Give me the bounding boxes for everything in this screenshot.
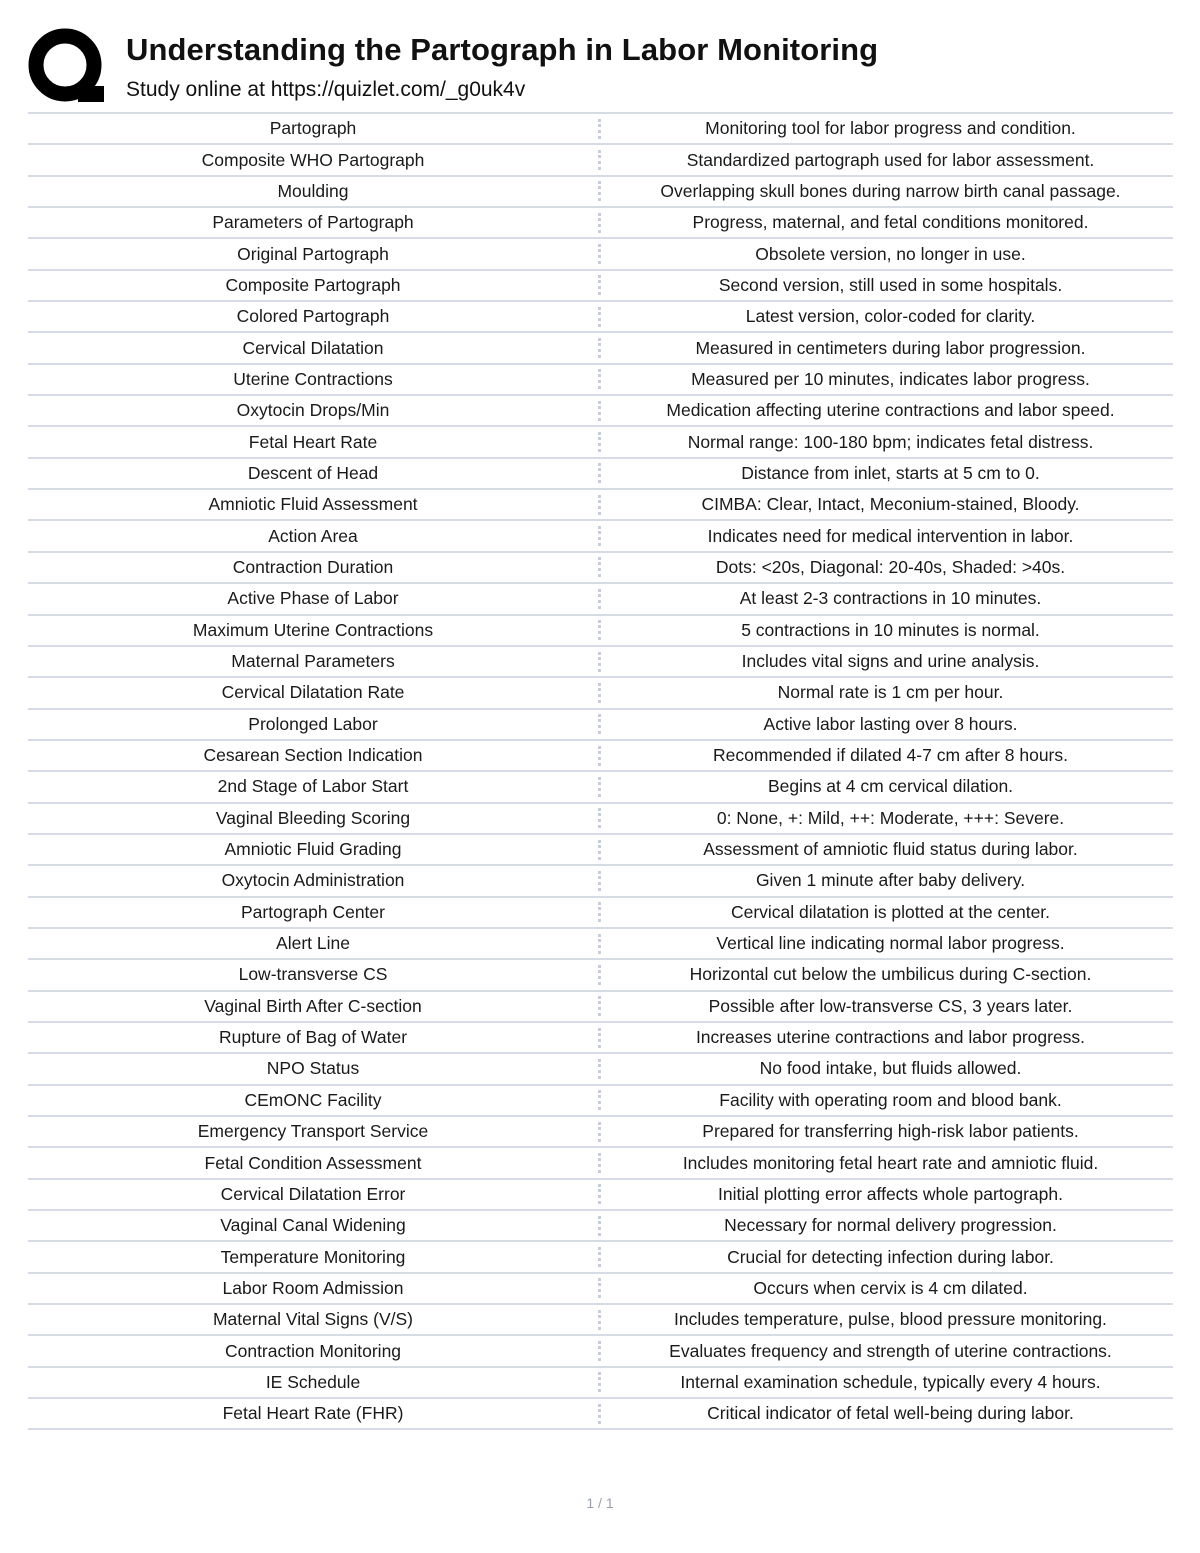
term-cell: Labor Room Admission (222, 1277, 404, 1298)
column-separator (598, 557, 604, 577)
column-separator (598, 871, 604, 891)
definition-cell: 5 contractions in 10 minutes is normal. (741, 619, 1040, 640)
definition-cell: Normal rate is 1 cm per hour. (777, 682, 1004, 703)
definition-cell: Active labor lasting over 8 hours. (763, 713, 1018, 734)
definition-cell: Obsolete version, no longer in use. (755, 243, 1026, 264)
column-separator (598, 1059, 604, 1079)
column-separator (598, 1404, 604, 1424)
table-row (28, 333, 1173, 364)
column-separator (598, 1278, 604, 1298)
definition-cell: Prepared for transferring high-risk labor patients. (702, 1121, 1079, 1142)
column-separator (598, 683, 604, 703)
table-row (28, 1023, 1173, 1054)
column-separator (598, 432, 604, 452)
column-separator (598, 150, 604, 170)
table-row (28, 177, 1173, 208)
definition-cell: Normal range: 100-180 bpm; indicates fetal distress. (687, 431, 1094, 452)
definition-cell: Crucial for detecting infection during labor. (727, 1246, 1054, 1267)
table-row (28, 584, 1173, 615)
term-cell: IE Schedule (265, 1371, 361, 1392)
definition-cell: Overlapping skull bones during narrow birth canal passage. (660, 180, 1121, 201)
table-row (28, 647, 1173, 678)
table-row (28, 365, 1173, 396)
column-separator (598, 620, 604, 640)
term-cell: Vaginal Canal Widening (220, 1215, 406, 1236)
table-row (28, 741, 1173, 772)
column-separator (598, 652, 604, 672)
table-row (28, 459, 1173, 490)
term-cell: Maternal Parameters (231, 651, 395, 672)
page-indicator: 1 / 1 (586, 1495, 614, 1511)
term-cell: Moulding (277, 180, 349, 201)
column-separator (598, 1341, 604, 1361)
column-separator (598, 119, 604, 139)
table-row (28, 271, 1173, 302)
column-separator (598, 808, 604, 828)
column-separator (598, 965, 604, 985)
definition-cell: Occurs when cervix is 4 cm dilated. (753, 1277, 1028, 1298)
definition-cell: Dots: <20s, Diagonal: 20-40s, Shaded: >40s. (715, 556, 1066, 577)
flashcard-table (28, 112, 1173, 1430)
term-cell: Colored Partograph (236, 306, 390, 327)
term-cell: Descent of Head (247, 462, 379, 483)
definition-cell: Standardized partograph used for labor assessment. (686, 149, 1095, 170)
term-cell: Amniotic Fluid Grading (224, 839, 402, 860)
table-row (28, 1336, 1173, 1367)
term-cell: Temperature Monitoring (220, 1246, 406, 1267)
definition-cell: Possible after low-transverse CS, 3 years later. (708, 995, 1073, 1016)
column-separator (598, 1216, 604, 1236)
definition-cell: Medication affecting uterine contractions and labor speed. (666, 400, 1115, 421)
term-cell: Maximum Uterine Contractions (192, 619, 434, 640)
table-row (28, 490, 1173, 521)
definition-cell: Recommended if dilated 4-7 cm after 8 hours. (712, 745, 1069, 766)
column-separator (598, 463, 604, 483)
column-separator (598, 934, 604, 954)
definition-cell: Necessary for normal delivery progression. (724, 1215, 1057, 1236)
term-cell: Cesarean Section Indication (203, 745, 423, 766)
column-separator (598, 1090, 604, 1110)
term-cell: Emergency Transport Service (197, 1121, 429, 1142)
definition-cell: Horizontal cut below the umbilicus during C-section. (689, 964, 1092, 985)
definition-cell: At least 2-3 contractions in 10 minutes. (739, 588, 1042, 609)
quizlet-logo-icon (28, 28, 106, 106)
table-row (28, 1211, 1173, 1242)
table-row (28, 1305, 1173, 1336)
table-row (28, 1399, 1173, 1430)
definition-cell: Assessment of amniotic fluid status during labor. (703, 839, 1078, 860)
term-cell: Vaginal Birth After C-section (204, 995, 422, 1016)
term-cell: Prolonged Labor (248, 713, 378, 734)
term-cell: Parameters of Partograph (212, 212, 414, 233)
table-row (28, 1274, 1173, 1305)
column-separator (598, 996, 604, 1016)
term-cell: Composite WHO Partograph (201, 149, 425, 170)
page-header (28, 28, 1178, 112)
table-row (28, 804, 1173, 835)
definition-cell: Distance from inlet, starts at 5 cm to 0. (741, 462, 1040, 483)
column-separator (598, 1184, 604, 1204)
column-separator (598, 746, 604, 766)
table-row (28, 1148, 1173, 1179)
column-separator (598, 369, 604, 389)
definition-cell: Measured in centimeters during labor progression. (695, 337, 1086, 358)
definition-cell: Progress, maternal, and fetal conditions monitored. (692, 212, 1089, 233)
definition-cell: Measured per 10 minutes, indicates labor progress. (691, 368, 1090, 389)
term-cell: Active Phase of Labor (227, 588, 399, 609)
column-separator (598, 714, 604, 734)
table-row (28, 396, 1173, 427)
definition-cell: Vertical line indicating normal labor progress. (716, 933, 1065, 954)
term-cell: 2nd Stage of Labor Start (217, 776, 409, 797)
column-separator (598, 244, 604, 264)
definition-cell: Begins at 4 cm cervical dilation. (767, 776, 1014, 797)
column-separator (598, 902, 604, 922)
column-separator (598, 1247, 604, 1267)
table-row (28, 866, 1173, 897)
definition-cell: Facility with operating room and blood bank. (719, 1089, 1062, 1110)
definition-cell: Latest version, color-coded for clarity. (745, 306, 1036, 327)
term-cell: NPO Status (266, 1058, 360, 1079)
table-row (28, 710, 1173, 741)
column-separator (598, 840, 604, 860)
column-separator (598, 777, 604, 797)
term-cell: Cervical Dilatation (242, 337, 384, 358)
term-cell: Contraction Monitoring (224, 1340, 402, 1361)
column-separator (598, 213, 604, 233)
table-row (28, 960, 1173, 991)
column-separator (598, 495, 604, 515)
term-cell: Low-transverse CS (238, 964, 388, 985)
study-online-link[interactable]: Study online at https://quizlet.com/_g0uk4v (126, 78, 526, 101)
table-row (28, 521, 1173, 552)
column-separator (598, 1122, 604, 1142)
table-row (28, 898, 1173, 929)
definition-cell: Second version, still used in some hospitals. (718, 274, 1063, 295)
table-row (28, 1086, 1173, 1117)
term-cell: CEmONC Facility (244, 1089, 382, 1110)
definition-cell: Cervical dilatation is plotted at the center. (730, 901, 1051, 922)
column-separator (598, 526, 604, 546)
table-row (28, 616, 1173, 647)
table-row (28, 1368, 1173, 1399)
term-cell: Alert Line (276, 933, 350, 954)
table-row (28, 208, 1173, 239)
definition-cell: Initial plotting error affects whole partograph. (717, 1183, 1063, 1204)
term-cell: Fetal Heart Rate (248, 431, 378, 452)
definition-cell: Internal examination schedule, typically every 4 hours. (680, 1371, 1101, 1392)
definition-cell: Includes monitoring fetal heart rate and amniotic fluid. (682, 1152, 1099, 1173)
definition-cell: Critical indicator of fetal well-being during labor. (707, 1403, 1074, 1424)
term-cell: Vaginal Bleeding Scoring (215, 807, 411, 828)
term-cell: Partograph Center (241, 901, 385, 922)
term-cell: Oxytocin Administration (221, 870, 405, 891)
column-separator (598, 1028, 604, 1048)
column-separator (598, 275, 604, 295)
table-row (28, 553, 1173, 584)
term-cell: Rupture of Bag of Water (218, 1027, 408, 1048)
table-row (28, 678, 1173, 709)
column-separator (598, 307, 604, 327)
definition-cell: Monitoring tool for labor progress and condition. (705, 118, 1076, 139)
column-separator (598, 1310, 604, 1330)
column-separator (598, 1372, 604, 1392)
table-row (28, 1242, 1173, 1273)
term-cell: Amniotic Fluid Assessment (208, 494, 418, 515)
term-cell: Cervical Dilatation Rate (221, 682, 405, 703)
table-row (28, 929, 1173, 960)
table-row (28, 835, 1173, 866)
definition-cell: Indicates need for medical intervention in labor. (707, 525, 1074, 546)
table-row (28, 992, 1173, 1023)
term-cell: Fetal Heart Rate (FHR) (222, 1403, 404, 1424)
table-row (28, 1117, 1173, 1148)
definition-cell: Includes vital signs and urine analysis. (741, 651, 1040, 672)
column-separator (598, 1153, 604, 1173)
table-row (28, 772, 1173, 803)
term-cell: Maternal Vital Signs (V/S) (212, 1309, 414, 1330)
column-separator (598, 338, 604, 358)
term-cell: Uterine Contractions (233, 368, 393, 389)
definition-cell: Increases uterine contractions and labor progress. (695, 1027, 1086, 1048)
page-title: Understanding the Partograph in Labor Monitoring (126, 32, 879, 67)
definition-cell: Includes temperature, pulse, blood pressure monitoring. (674, 1309, 1107, 1330)
definition-cell: 0: None, +: Mild, ++: Moderate, +++: Severe. (716, 807, 1065, 828)
term-cell: Action Area (268, 525, 358, 546)
table-row (28, 112, 1173, 145)
column-separator (598, 589, 604, 609)
table-row (28, 239, 1173, 270)
term-cell: Composite Partograph (225, 274, 401, 295)
column-separator (598, 401, 604, 421)
column-separator (598, 181, 604, 201)
table-row (28, 1180, 1173, 1211)
definition-cell: CIMBA: Clear, Intact, Meconium-stained, Bloody. (701, 494, 1080, 515)
term-cell: Oxytocin Drops/Min (236, 400, 390, 421)
term-cell: Original Partograph (237, 243, 389, 264)
definition-cell: Given 1 minute after baby delivery. (755, 870, 1026, 891)
table-row (28, 427, 1173, 458)
term-cell: Cervical Dilatation Error (220, 1183, 406, 1204)
term-cell: Partograph (269, 118, 357, 139)
term-cell: Contraction Duration (232, 556, 394, 577)
definition-cell: Evaluates frequency and strength of uterine contractions. (669, 1340, 1112, 1361)
table-row (28, 302, 1173, 333)
table-row (28, 1054, 1173, 1085)
term-cell: Fetal Condition Assessment (204, 1152, 422, 1173)
definition-cell: No food intake, but fluids allowed. (759, 1058, 1022, 1079)
table-row (28, 145, 1173, 176)
